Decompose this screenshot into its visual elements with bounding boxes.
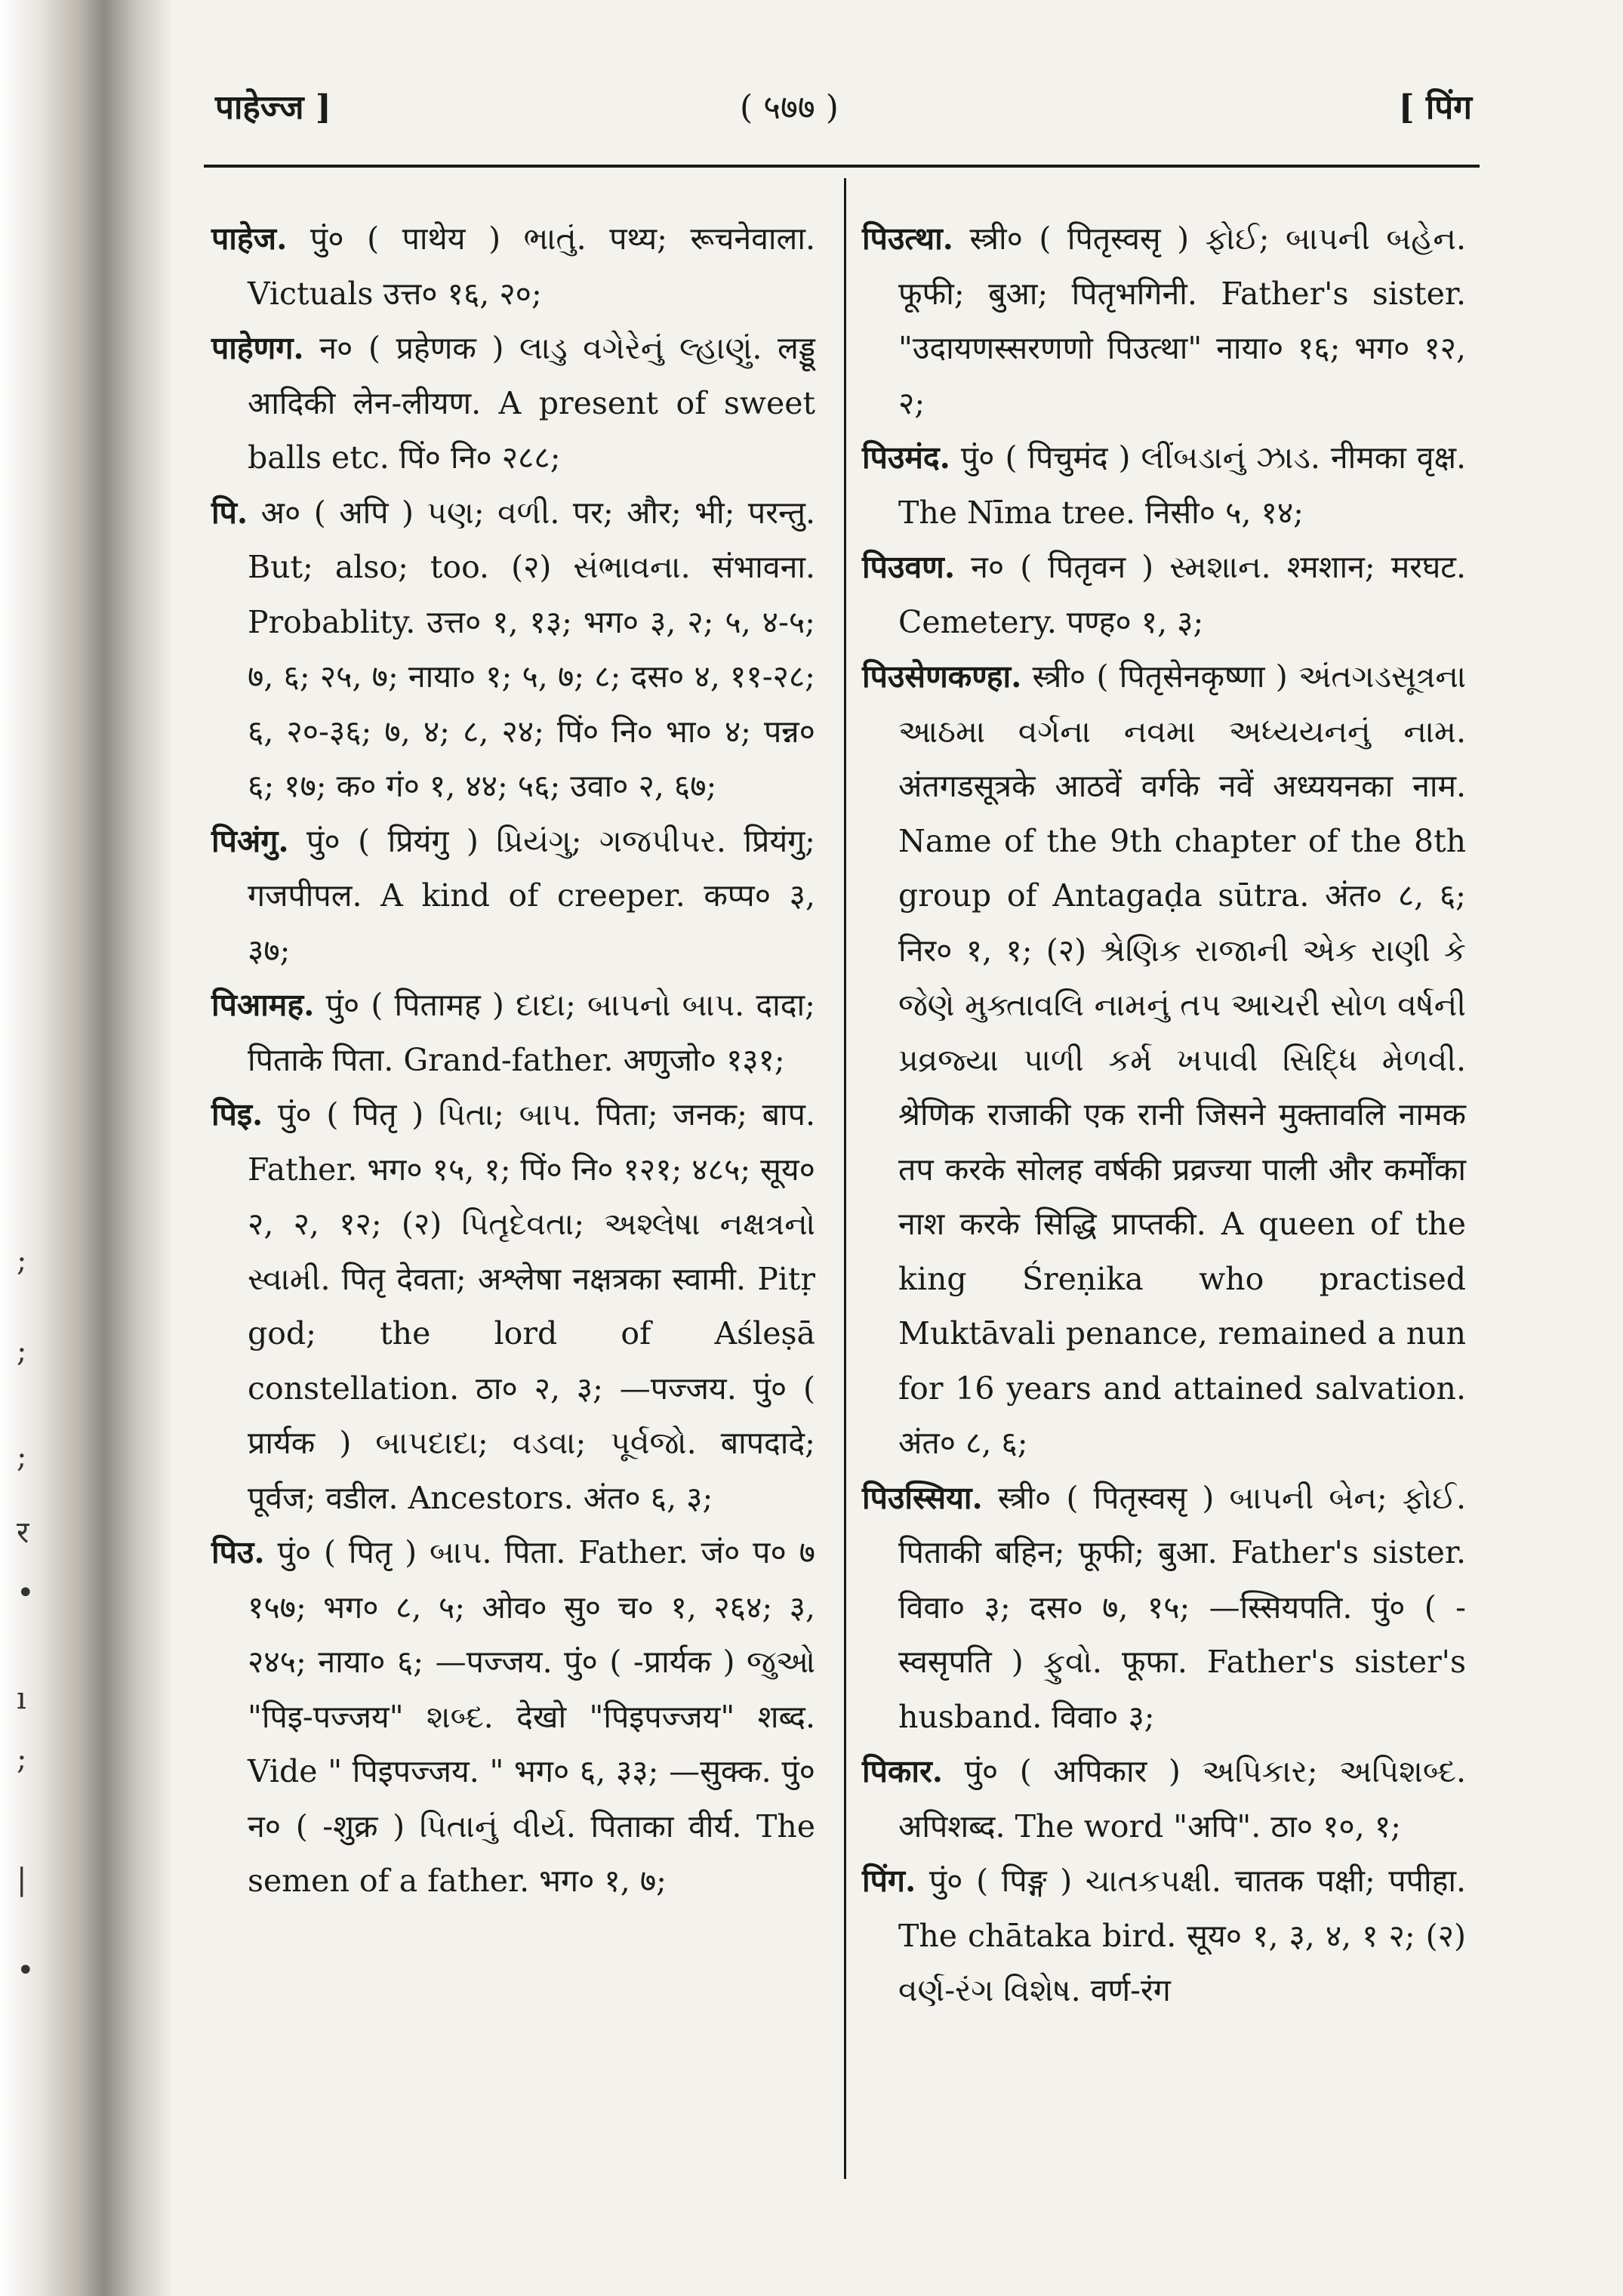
entry-headword: पिअंगु. [211, 822, 289, 859]
margin-mark: ; [17, 1334, 27, 1369]
margin-mark: ; [17, 1440, 27, 1475]
entry-definition: स्त्री० ( पितृसेनकृष्णा ) અંતગડસૂત્રના આઠમા વર્ગના નવમા અધ્યયનનું નામ. अंतगडसूत्रके आठवें वर्गके नवें अध्ययनका नाम. Name of the 9th chapter of the 8th group of Antagaḍa sūtra. अंत० ८, ६; निर० १, १; (२) શ્રેણિક રાજાની એક રાણી કે જેણે મુક્તાવલિ નામનું તપ આચરી સોળ વર્ષની પ્રવ્રજ્યા પાળી કર્મ ખપાવી સિદ્ધિ મેળવી. श्रेणिक राजाकी एक रानी जिसने मुक्तावलि नामक तप करके सोलह वर्षकी प्रव्रज्या पाली और कर्मोंका नाश करके सिद्धि प्राप्तकी. A queen of the king Śreṇika who practised Muktāvali penance, remained a nun for 16 years and attained salvation. अंत० ८, ६; [898, 658, 1466, 1461]
entry-headword: पिउस्सिया. [862, 1479, 983, 1516]
dictionary-entry [862, 649, 1466, 1471]
entry-definition: पुं० ( पितामह ) દાદા; બાપનો બાપ. दादा; पिताके पिता. Grand-father. अणुजो० १३१; [248, 987, 815, 1078]
margin-mark: | [17, 1863, 27, 1897]
entry-headword: पिउसेणकण्हा. [862, 658, 1022, 695]
entry-definition: अ० ( अपि ) પણ; વળી. पर; और; भी; परन्तु. But; also; too. (२) સંભાવના. संभावना. Probablity. उत्त० १, १३; भग० ३, २; ५, ४-५; ७, ६; २५, ७; नाया० १; ५, ७; ८; दस० ४, ११-२८; ६, २०-३६; ७, ४; ८, २४; पिं० नि० भा० ४; पन्न० ६; १७; क० गं० १, ४४; ५६; उवा० २, ६७; [248, 494, 815, 804]
page-number: ( ५७७ ) [740, 88, 839, 127]
margin-marks [17, 1244, 35, 1988]
entry-definition: पुं० ( पितृ ) બાપ. पिता. Father. जं० प० ७ १५७; भग० ८, ५; ओव० सु० च० १, २६४; ३, २४५; नाया० ६; —पज्जय. पुं० ( -प्रार्यक ) જુઓ "पिइ-पज्जय" શબ્દ. देखो "पिइपज्जय" शब्द. Vide " पिइपज्जय. " भग० ६, ३३; —सुक्क. पुं० न० ( -शुक्र ) પિતાનું વીર્ય. पिताका वीर्य. The semen of a father. भग० १, ७; [248, 1534, 815, 1899]
dictionary-entry [211, 321, 815, 485]
dictionary-entry [211, 1087, 815, 1525]
entry-headword: पिउमंद. [862, 439, 950, 476]
entry-definition: स्त्री० ( पितृस्वसृ ) ફોઈ; બાપની બહેન. फूफी; बुआ; पितृभगिनी. Father's sister. "उदायणस्सरणणो पिउत्था" नाया० १६; भग० १२, २; [898, 220, 1466, 421]
dictionary-entry [862, 1854, 1466, 2018]
right-column [862, 211, 1466, 2018]
margin-mark: • [17, 1953, 35, 1988]
entry-headword: पाहेज. [211, 220, 288, 257]
entry-definition: न० ( पितृवन ) સ્મશાન. श्मशान; मरघट. Cemetery. पण्ह० १, ३; [898, 549, 1466, 640]
entry-headword: पिआमह. [211, 987, 315, 1023]
entry-definition: न० ( प्रहेणक ) લાડુ વગેરેનું લ્હાણું. लड्डू आदिकी लेन-लीयण. A present of sweet balls etc. पिं० नि० २८८; [248, 330, 815, 476]
dictionary-entry [211, 211, 815, 321]
left-column [211, 211, 815, 1909]
entry-definition: पुं० ( पितृ ) પિતા; બાપ. पिता; जनक; बाप. Father. भग० १५, १; पिं० नि० १२१; ४८५; सूय० २, २, १२; (२) પિતૃદેવતા; અશ્લેષા નક્ષત્રનો સ્વામી. पितृ देवता; अश्लेषा नक्षत्रका स्वामी. Pitṛ god; the lord of Aśleṣā constellation. ठा० २, ३; —पज्जय. पुं० ( प्रार्यक ) બાપદાદા; વડવા; પૂર્વજો. बापदादे; पूर्वज; वडील. Ancestors. अंत० ६, ३; [248, 1096, 815, 1516]
dictionary-entry [862, 211, 1466, 430]
dictionary-entry [211, 1525, 815, 1909]
entry-headword: पिइ. [211, 1096, 263, 1133]
dictionary-entry [211, 978, 815, 1087]
entry-definition: पुं० ( पिङ्ग ) ચાતકપક્ષી. चातक पक्षी; पपीहा. The chātaka bird. सूय० १, ३, ४, १ २; (२) વર્ણ-રંગ વિશેષ. वर्ण-रंग [898, 1863, 1466, 2008]
entry-definition: स्त्री० ( पितृस्वसृ ) બાપની બેન; ફોઈ. पिताकी बहिन; फूफी; बुआ. Father's sister. विवा० ३; दस० ७, १५; —स्सियपति. पुं० ( -स्वसृपति ) ફુવો. फूफा. Father's sister's husband. विवा० ३; [898, 1479, 1466, 1735]
header-first-word: पाहेज्ज ] [215, 88, 331, 127]
entry-headword: पिउवण. [862, 549, 956, 585]
entry-definition: पुं० ( प्रियंगु ) પ્રિયંગુ; ગજપીપર. प्रियंगु; गजपीपल. A kind of creeper. कप्प० ३, ३७; [248, 822, 815, 969]
dictionary-entry [862, 540, 1466, 649]
dictionary-entry [862, 430, 1466, 540]
dictionary-entry [211, 485, 815, 814]
entry-definition: पुं० ( पिचुमंद ) લીંબડાનું ઝાડ. नीमका वृक्ष. The Nīma tree. निसी० ५, १४; [898, 439, 1466, 531]
entry-headword: पि. [211, 494, 248, 531]
margin-mark: • [17, 1576, 35, 1610]
header-last-word: [ पिंग [1398, 88, 1472, 127]
entry-definition: पुं० ( पाथेय ) ભાતું. पथ्य; रूचनेवाला. Victuals उत्त० १६, २०; [248, 220, 815, 312]
header-rule [204, 165, 1480, 168]
dictionary-entry [862, 1471, 1466, 1745]
entry-headword: पिकार. [862, 1753, 944, 1789]
entry-headword: पिंग. [862, 1863, 916, 1899]
margin-mark: र [17, 1515, 29, 1550]
dictionary-entry [211, 814, 815, 978]
margin-mark: ı [17, 1681, 26, 1716]
entry-headword: पाहेणग. [211, 330, 304, 366]
margin-mark: ; [17, 1742, 27, 1777]
entry-headword: पिउ. [211, 1534, 265, 1570]
entry-definition: पुं० ( अपिकार ) અપિકાર; અપિશબ્દ. अपिशब्द. The word "अपि". ठा० १०, १; [898, 1753, 1466, 1845]
column-divider [844, 178, 846, 2179]
page-header [215, 76, 1472, 151]
margin-mark: ; [17, 1244, 27, 1278]
dictionary-entry [862, 1744, 1466, 1854]
entry-headword: पिउत्था. [862, 220, 953, 257]
